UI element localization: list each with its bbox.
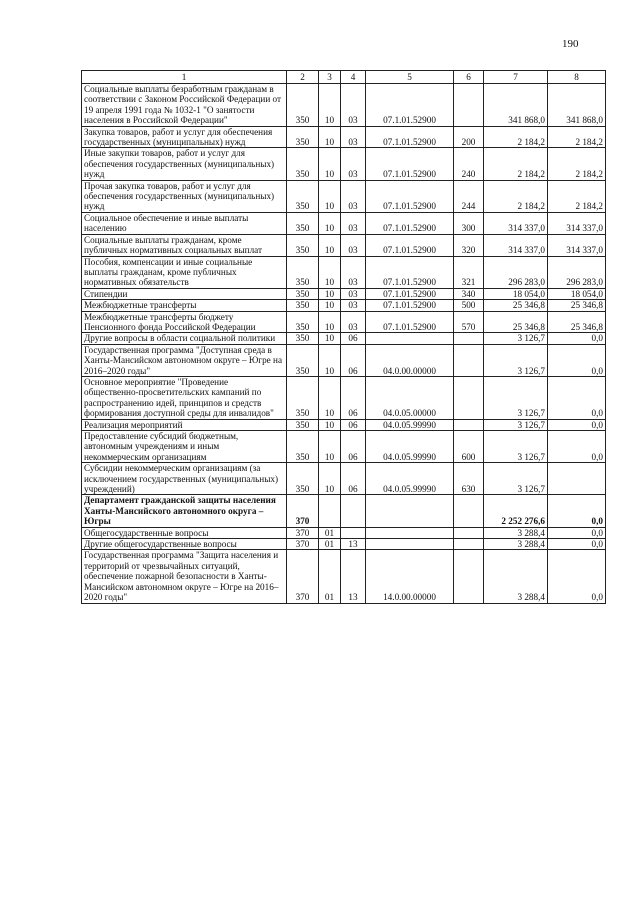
table-row [82,527,606,538]
ministry-code-cell: 370 [287,550,319,603]
federal-amount-cell: 341 868,0 [548,84,606,127]
expense-type-cell: 340 [454,288,484,299]
subsection-cell: 06 [341,419,366,430]
amount-cell: 3 126,7 [484,344,548,376]
section-cell: 10 [319,180,341,212]
expense-type-cell [454,376,484,419]
amount-cell: 341 868,0 [484,84,548,127]
target-article-cell: 07.1.01.52900 [366,256,454,288]
target-article-cell: 04.0.00.00000 [366,344,454,376]
table-row [82,311,606,333]
subsection-cell: 03 [341,311,366,333]
subsection-cell [341,495,366,527]
section-cell: 10 [319,333,341,344]
ministry-code-cell: 350 [287,148,319,180]
target-article-cell [366,539,454,550]
subsection-cell: 06 [341,344,366,376]
row-name-cell: Прочая закупка товаров, работ и услуг для обеспечения государственных (муниципальных) нужд [82,180,287,212]
table-row [82,126,606,148]
ministry-code-cell: 350 [287,311,319,333]
row-name-cell: Другие вопросы в области социальной политики [82,333,287,344]
expense-type-cell [454,539,484,550]
ministry-code-cell: 350 [287,234,319,256]
target-article-cell: 07.1.01.52900 [366,288,454,299]
target-article-cell: 14.0.00.00000 [366,550,454,603]
row-name-cell: Стипендии [82,288,287,299]
ministry-code-cell: 350 [287,344,319,376]
amount-cell: 3 288,4 [484,539,548,550]
table-row [82,431,606,463]
section-cell: 10 [319,300,341,311]
section-cell: 10 [319,376,341,419]
federal-amount-cell: 25 346,8 [548,300,606,311]
federal-amount-cell: 0,0 [548,344,606,376]
section-cell: 10 [319,344,341,376]
ministry-code-cell: 350 [287,419,319,430]
section-cell [319,495,341,527]
expense-type-cell [454,550,484,603]
federal-amount-cell: 0,0 [548,539,606,550]
table-row [82,550,606,603]
expense-type-cell: 600 [454,431,484,463]
target-article-cell: 04.0.05.99990 [366,431,454,463]
row-name-cell: Закупка товаров, работ и услуг для обеспечения государственных (муниципальных) нужд [82,126,287,148]
table-body [82,84,606,604]
ministry-code-cell: 350 [287,180,319,212]
amount-cell: 2 184,2 [484,180,548,212]
target-article-cell: 04.0.05.99990 [366,463,454,495]
target-article-cell [366,527,454,538]
amount-cell: 2 184,2 [484,126,548,148]
ministry-code-cell: 370 [287,495,319,527]
federal-amount-cell: 0,0 [548,419,606,430]
expense-type-cell: 320 [454,234,484,256]
target-article-cell: 07.1.01.52900 [366,300,454,311]
expense-type-cell: 321 [454,256,484,288]
subsection-cell: 03 [341,234,366,256]
row-name-cell: Межбюджетные трансферты [82,300,287,311]
federal-amount-cell: 2 184,2 [548,148,606,180]
ministry-code-cell: 350 [287,333,319,344]
target-article-cell: 07.1.01.52900 [366,311,454,333]
table-row [82,288,606,299]
amount-cell: 25 346,8 [484,300,548,311]
row-name-cell: Социальное обеспечение и иные выплаты населению [82,212,287,234]
page-number: 190 [562,38,579,50]
ministry-code-cell: 350 [287,256,319,288]
table-row [82,419,606,430]
expense-type-cell: 244 [454,180,484,212]
subsection-cell: 03 [341,126,366,148]
amount-cell: 3 126,7 [484,463,548,495]
target-article-cell: 07.1.01.52900 [366,234,454,256]
row-name-cell: Предоставление субсидий бюджетным, автономным учреждениям и иным некоммерческим организациям [82,431,287,463]
table-row [82,256,606,288]
column-header-1: 1 [82,71,287,84]
ministry-code-cell: 350 [287,288,319,299]
federal-amount-cell: 296 283,0 [548,256,606,288]
column-header-5: 5 [366,71,454,84]
table-row [82,300,606,311]
subsection-cell: 06 [341,431,366,463]
amount-cell: 2 184,2 [484,148,548,180]
section-cell: 01 [319,539,341,550]
row-name-cell: Социальные выплаты гражданам, кроме публичных нормативных социальных выплат [82,234,287,256]
ministry-code-cell: 370 [287,539,319,550]
amount-cell: 314 337,0 [484,234,548,256]
row-name-cell: Социальные выплаты безработным гражданам в соответствии с Законом Российской Федерации от 19 апреля 1991 года № 1032-1 "О занятости населения в Российской Федерации" [82,84,287,127]
subsection-cell: 06 [341,463,366,495]
section-cell: 10 [319,234,341,256]
table-row [82,344,606,376]
federal-amount-cell: 0,0 [548,376,606,419]
ministry-code-cell: 350 [287,300,319,311]
table-row [82,180,606,212]
table-row [82,463,606,495]
federal-amount-cell: 18 054,0 [548,288,606,299]
subsection-cell: 03 [341,300,366,311]
section-cell: 10 [319,212,341,234]
expense-type-cell [454,344,484,376]
section-cell: 10 [319,126,341,148]
expense-type-cell [454,333,484,344]
expense-type-cell: 240 [454,148,484,180]
table-row [82,234,606,256]
expense-type-cell: 300 [454,212,484,234]
subsection-cell: 13 [341,539,366,550]
table-row [82,84,606,127]
ministry-code-cell: 370 [287,527,319,538]
target-article-cell: 04.0.05.00000 [366,376,454,419]
federal-amount-cell: 2 184,2 [548,180,606,212]
amount-cell: 3 126,7 [484,419,548,430]
federal-amount-cell: 314 337,0 [548,234,606,256]
table-row [82,333,606,344]
federal-amount-cell: 0,0 [548,550,606,603]
row-name-cell: Государственная программа "Защита населения и территорий от чрезвычайных ситуаций, обеспечение пожарной безопасности в Ханты-Мансийском автономном округе – Югре на 2016–2020 годы" [82,550,287,603]
section-cell: 01 [319,550,341,603]
section-cell: 10 [319,311,341,333]
subsection-cell: 03 [341,180,366,212]
target-article-cell: 07.1.01.52900 [366,212,454,234]
amount-cell: 3 126,7 [484,431,548,463]
ministry-code-cell: 350 [287,431,319,463]
row-name-cell: Департамент гражданской защиты населения Ханты-Мансийского автономного округа – Югры [82,495,287,527]
subsection-cell [341,527,366,538]
section-cell: 01 [319,527,341,538]
expense-type-cell [454,84,484,127]
column-header-2: 2 [287,71,319,84]
table-row [82,376,606,419]
ministry-code-cell: 350 [287,463,319,495]
subsection-cell: 03 [341,148,366,180]
column-header-4: 4 [341,71,366,84]
section-cell: 10 [319,148,341,180]
section-cell: 10 [319,256,341,288]
federal-amount-cell: 0,0 [548,527,606,538]
ministry-code-cell: 350 [287,212,319,234]
row-name-cell: Другие общегосударственные вопросы [82,539,287,550]
federal-amount-cell [548,463,606,495]
subsection-cell: 03 [341,288,366,299]
column-header-7: 7 [484,71,548,84]
amount-cell: 18 054,0 [484,288,548,299]
row-name-cell: Иные закупки товаров, работ и услуг для обеспечения государственных (муниципальных) нужд [82,148,287,180]
amount-cell: 3 126,7 [484,376,548,419]
target-article-cell: 07.1.01.52900 [366,84,454,127]
amount-cell: 3 288,4 [484,550,548,603]
amount-cell: 314 337,0 [484,212,548,234]
subsection-cell: 06 [341,376,366,419]
target-article-cell [366,495,454,527]
ministry-code-cell: 350 [287,84,319,127]
expense-type-cell: 500 [454,300,484,311]
row-name-cell: Общегосударственные вопросы [82,527,287,538]
amount-cell: 296 283,0 [484,256,548,288]
section-cell: 10 [319,463,341,495]
expense-type-cell [454,527,484,538]
column-header-3: 3 [319,71,341,84]
federal-amount-cell: 25 346,8 [548,311,606,333]
row-name-cell: Межбюджетные трансферты бюджету Пенсионного фонда Российской Федерации [82,311,287,333]
ministry-code-cell: 350 [287,126,319,148]
amount-cell: 25 346,8 [484,311,548,333]
section-cell: 10 [319,288,341,299]
target-article-cell [366,333,454,344]
table-row [82,212,606,234]
federal-amount-cell: 314 337,0 [548,212,606,234]
section-cell: 10 [319,84,341,127]
column-header-6: 6 [454,71,484,84]
expense-type-cell: 200 [454,126,484,148]
table-row [82,539,606,550]
expense-type-cell: 570 [454,311,484,333]
federal-amount-cell: 0,0 [548,431,606,463]
table-header-row [82,71,606,84]
subsection-cell: 06 [341,333,366,344]
expense-type-cell [454,495,484,527]
column-header-8: 8 [548,71,606,84]
federal-amount-cell: 0,0 [548,333,606,344]
federal-amount-cell: 2 184,2 [548,126,606,148]
amount-cell: 2 252 276,6 [484,495,548,527]
row-name-cell: Государственная программа "Доступная среда в Ханты-Мансийском автономном округе – Югре на 2016–2020 годы" [82,344,287,376]
budget-table [81,70,606,604]
row-name-cell: Основное мероприятие "Проведение общественно-просветительских кампаний по распространению идей, принципов и средств формирования доступной среды для инвалидов" [82,376,287,419]
row-name-cell: Реализация мероприятий [82,419,287,430]
amount-cell: 3 126,7 [484,333,548,344]
amount-cell: 3 288,4 [484,527,548,538]
section-cell: 10 [319,431,341,463]
target-article-cell: 07.1.01.52900 [366,126,454,148]
subsection-cell: 13 [341,550,366,603]
subsection-cell: 03 [341,212,366,234]
table-row [82,495,606,527]
expense-type-cell [454,419,484,430]
target-article-cell: 07.1.01.52900 [366,180,454,212]
target-article-cell: 07.1.01.52900 [366,148,454,180]
row-name-cell: Пособия, компенсации и иные социальные выплаты гражданам, кроме публичных нормативных обязательств [82,256,287,288]
subsection-cell: 03 [341,256,366,288]
table-row [82,148,606,180]
section-cell: 10 [319,419,341,430]
subsection-cell: 03 [341,84,366,127]
row-name-cell: Субсидии некоммерческим организациям (за исключением государственных (муниципальных) учреждений) [82,463,287,495]
ministry-code-cell: 350 [287,376,319,419]
target-article-cell: 04.0.05.99990 [366,419,454,430]
federal-amount-cell: 0,0 [548,495,606,527]
expense-type-cell: 630 [454,463,484,495]
